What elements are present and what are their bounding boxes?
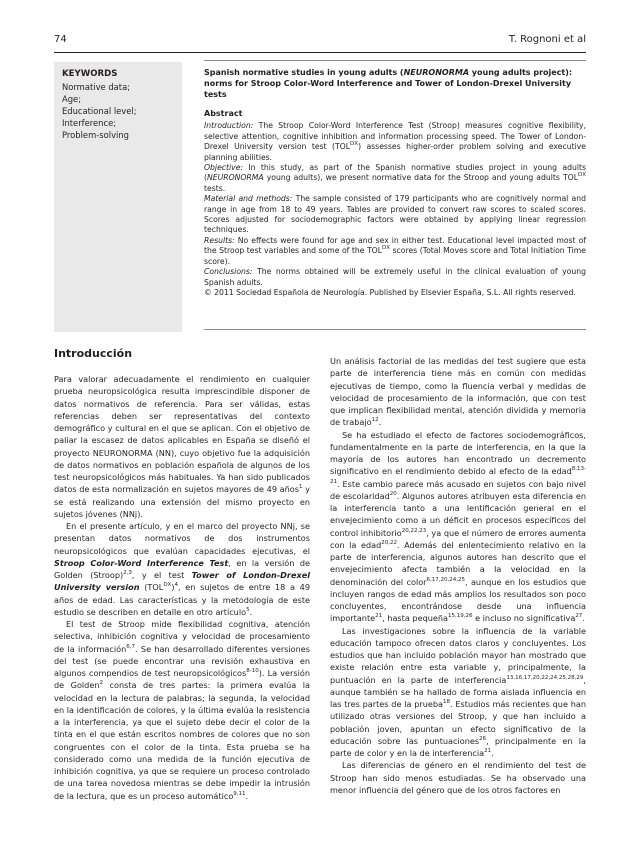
keyword-item: Age; bbox=[62, 94, 82, 104]
abstract-heading: Abstract bbox=[204, 109, 243, 118]
english-abstract bbox=[204, 67, 586, 298]
running-head bbox=[54, 34, 586, 50]
section-heading: Introducción bbox=[54, 347, 133, 360]
page-number: 74 bbox=[54, 34, 67, 45]
header-rule bbox=[54, 52, 586, 53]
copyright-line: © 2011 Sociedad Española de Neurología. Published by Elsevier España, S.L. All rights reserved. bbox=[204, 287, 576, 297]
paragraph: Se ha estudiado el efecto de factores sociodemográficos, fundamentalmente en la parte de interferencia, en la que la mayoría de los autores han encontrado un decremento significativo en el rendimiento debido al efecto de la edad$^{8,13-21}$. Este cambio parece más acusado en sujetos con bajo nivel de escolaridad$^{20}$. Algunos autores atribuyen esta diferencia en la interferencia tanto a una lentificación general en el envejecimiento como a un déficit en procesos específicos del control inhibitorio$^{20,22,23}$, ya que el número de errores aumenta con la edad$^{20,22}$. Además del enlentecimiento relativo en la parte de interferencia, algunos autores han descrito que el envejecimiento afecta también a la velocidad en la denominación del color$^{6,17,20,24,25}$, aunque en los estudios que incluyen rangos de edad más amplios los resultados son poco concluyentes, encontrándose desde una influencia importante$^{21}$, hasta pequeña$^{15,19,26}$ e incluso no significativa$^{27}$. bbox=[330, 429, 587, 624]
paragraph: Para valorar adecuadamente el rendimiento en cualquier prueba neuropsicológica resulta imprescindible disponer de datos normativos de referencia. Para ser válidas, estas referencias deben ser representativas del contexto demográfico y cultural en el que se aplican. Con el objetivo de paliar la escasez de datos aplicables en España se diseñó el proyecto NEURONORMA (NN), cuyo objetivo fue la adquisición de datos normativos en población española de algunos de los test neuropsicológicos más habituales. Ya han sido publicados datos de esta normalización en sujetos mayores de 49 años$^1$ y se está realizando una extensión del mismo proyecto en sujetos jóvenes (NNj). bbox=[54, 374, 310, 519]
keyword-item: Interference; bbox=[62, 118, 117, 128]
abstract-conclusions: Conclusions: The norms obtained will be extremely useful in the clinical evaluation of young Spanish adults. bbox=[204, 267, 586, 287]
abstract-top-rule bbox=[204, 60, 586, 61]
abstract-results: Results: No effects were found for age and sex in either test. Educational level impacted most of the Stroop test variables and some of the $TOL^{DX}$ scores (Total Moves score and Total Initiation Time score). bbox=[204, 235, 586, 266]
abstract-methods: Material and methods: The sample consisted of 179 participants who are cognitively normal and range in age from 18 to 49 years. Tables are provided to convert raw scores to scaled scores. Scores adjusted for sociodemographic factors were obtained by applying linear regression techniques. bbox=[204, 194, 586, 235]
left-column bbox=[54, 347, 310, 802]
paragraph: En el presente artículo, y en el marco del proyecto NNj, se presentan datos normativos de dos instrumentos neuropsicológicos que evalúan capacidades ejecutivas, el Stroop Color-Word Interference Test, en la versión de Golden (Stroop)$^{2,3}$, y el test Tower of London-Drexel University version $(TOL^{DX})^4$, en sujetos de entre 18 a 49 años de edad. Las características y la metodología de este estudio se describen en detalle en otro artículo$^5$. bbox=[54, 521, 310, 617]
keywords-heading: KEYWORDS bbox=[62, 69, 118, 79]
keywords-box bbox=[54, 62, 182, 332]
right-column bbox=[330, 355, 586, 796]
running-authors: T. Rognoni et al bbox=[508, 34, 586, 45]
paragraph: El test de Stroop mide flexibilidad cognitiva, atención selectiva, inhibición cognitiva y velocidad de procesamiento de la información$^{6,7}$. Se han desarrollado diferentes versiones del test (se puede encontrar una revisión exhaustiva en algunos compendios de test neuropsicológicos$^{8-10}$). La versión de Golden$^2$ consta de tres partes: la primera evalúa la velocidad en la lectura de palabras; la segunda, la velocidad en la identificación de colores, y la última evalúa la resistencia a la interferencia, ya que el sujeto debe decir el color de la tinta en el que están escritos nombres de colores que no son congruentes con el color de la tinta. Esta prueba se ha considerado como una medida de la función ejecutiva de inhibición cognitiva, ya que se requiere un proceso controlado de una tarea novedosa mientras se debe impedir la intrusión de la lectura, que es un proceso automático$^{9,11}$. bbox=[54, 619, 311, 801]
paragraph: Las diferencias de género en el rendimiento del test de Stroop han sido menos estudiadas. Se ha observado una menor influencia del género que de los otros factores en bbox=[330, 760, 586, 795]
keyword-item: Problem-solving bbox=[62, 130, 129, 140]
abstract-objective: Objective: In this study, as part of the Spanish normative studies project in young adults (NEURONORMA young adults), we present normative data for the Stroop and young adults $TOL^{DX}$ tests. bbox=[204, 163, 586, 193]
paragraph: Las investigaciones sobre la influencia de la variable educación tampoco ofrecen datos claros y concluyentes. Los estudios que han incluido población mayor han mostrado que existe relación entre esta variable y, principalmente, la puntuación en la parte de interferencia$^{13,16,17,20,22,24,25,28,29}$, aunque también se ha hallado de forma aislada influencia en las tres partes de la prueba$^{18}$. Estudios más recientes que han utilizado otras versiones del Stroop, y que han incluido a población joven, apuntan un efecto significativo de la educación sobre las puntuaciones$^{26}$, principalmente en la parte de color y en la de interferencia$^{21}$. bbox=[330, 625, 586, 758]
abstract-bottom-rule bbox=[204, 329, 586, 330]
paragraph: Un análisis factorial de las medidas del test sugiere que esta parte de interferencia tiene más en común con medidas ejecutivas de tiempo, como la fluencia verbal y medidas de velocidad de procesamiento de la información, que con test que implican flexibilidad mental, atención dividida y memoria de trabajo$^{12}$. bbox=[330, 356, 586, 428]
keyword-item: Normative data; bbox=[62, 82, 131, 92]
keyword-item: Educational level; bbox=[62, 106, 137, 116]
abstract-introduction: Introduction: The Stroop Color-Word Interference Test (Stroop) measures cognitive flexibility, selective attention, cognitive inhibition and information processing speed. The Tower of London-Drexel University version test $(TOL^{DX})$ assesses higher-order problem solving and executive planning abilities. bbox=[204, 121, 586, 162]
english-title: Spanish normative studies in young adults (NEURONORMA young adults project): norms for Stroop Color-Word Interference and Tower of London-Drexel University tests bbox=[204, 68, 573, 99]
